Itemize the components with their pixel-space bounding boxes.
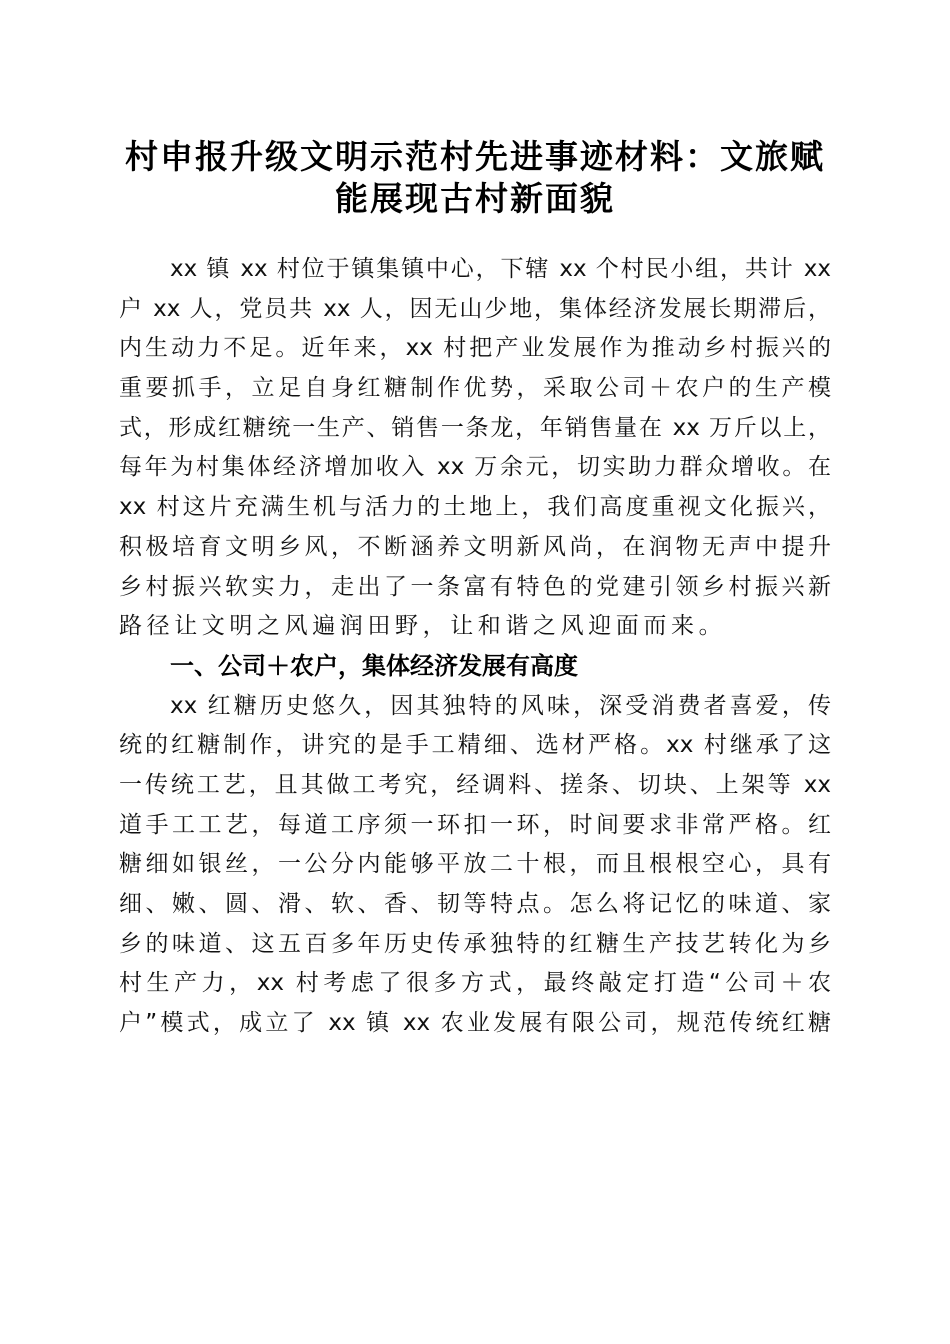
paragraph-line: 统的红糖制作，讲究的是手工精细、选材严格。xx 村继承了这 xyxy=(119,732,831,759)
title-line-1: 村申报升级文明示范村先进事迹材料：文旅赋 xyxy=(125,137,825,176)
intro-paragraph xyxy=(119,250,831,647)
paragraph-line: xx 村这片充满生机与活力的土地上，我们高度重视文化振兴， xyxy=(119,494,831,521)
paragraph-line: 每年为村集体经济增加收入 xx 万余元，切实助力群众增收。在 xyxy=(119,454,831,481)
paragraph-line: 式，形成红糖统一生产、销售一条龙，年销售量在 xx 万斤以上， xyxy=(119,414,831,441)
document-body xyxy=(119,250,831,1044)
paragraph-line: 一传统工艺，且其做工考究，经调料、搓条、切块、上架等 xx xyxy=(119,771,831,798)
paragraph-line: 积极培育文明乡风，不断涵养文明新风尚，在润物无声中提升 xyxy=(119,533,831,560)
paragraph-line: 内生动力不足。近年来，xx 村把产业发展作为推动乡村振兴的 xyxy=(119,335,831,362)
paragraph-line: 乡的味道、这五百多年历史传承独特的红糖生产技艺转化为乡 xyxy=(119,930,831,957)
title-line-2: 能展现古村新面貌 xyxy=(335,179,615,218)
paragraph-line: 糖细如银丝，一公分内能够平放二十根，而且根根空心，具有 xyxy=(119,851,831,878)
paragraph-line: 村生产力，xx 村考虑了很多方式，最终敲定打造“公司＋农 xyxy=(119,970,831,997)
paragraph-line: 细、嫩、圆、滑、软、香、韧等特点。怎么将记忆的味道、家 xyxy=(119,891,831,917)
paragraph-line: 重要抓手，立足自身红糖制作优势，采取公司＋农户的生产模 xyxy=(119,375,831,402)
paragraph-line: 户 xx 人，党员共 xx 人，因无山少地，集体经济发展长期滞后， xyxy=(119,295,831,322)
paragraph-line: 道手工工艺，每道工序须一环扣一环，时间要求非常严格。红 xyxy=(119,811,831,838)
document-title xyxy=(118,136,832,220)
section-1-paragraph xyxy=(119,687,831,1044)
paragraph-line: xx 镇 xx 村位于镇集镇中心，下辖 xx 个村民小组，共计 xx xyxy=(170,256,831,282)
paragraph-line: 户”模式，成立了 xx 镇 xx 农业发展有限公司，规范传统红糖 xyxy=(119,1010,831,1037)
paragraph-line: 路径让文明之风遍润田野，让和谐之风迎面而来。 xyxy=(119,613,727,640)
section-heading-1: 一、公司＋农户，集体经济发展有高度 xyxy=(170,652,578,680)
paragraph-line: 乡村振兴软实力，走出了一条富有特色的党建引领乡村振兴新 xyxy=(119,573,831,600)
paragraph-line: xx 红糖历史悠久，因其独特的风味，深受消费者喜爱，传 xyxy=(170,692,831,719)
